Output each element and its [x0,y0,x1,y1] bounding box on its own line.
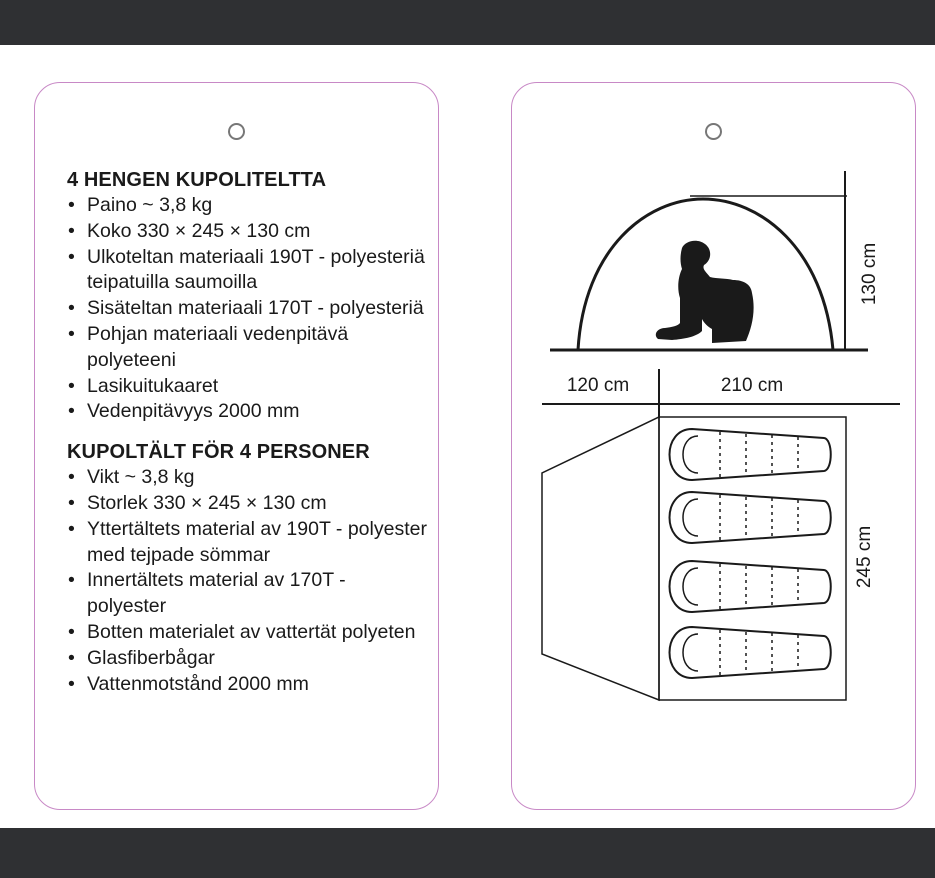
spec-item: • Koko 330 × 245 × 130 cm [67,219,427,245]
sleeping-bag-icon [670,627,831,678]
spec-item: • Vikt ~ 3,8 kg [67,465,427,491]
spec-card [34,82,439,810]
swedish-title: KUPOLTÄLT FÖR 4 PERSONER [67,441,370,464]
top-bar [0,0,935,45]
sleeping-bag-icon [670,492,831,543]
bottom-bar [0,828,935,878]
vestibule-length-label: 120 cm [566,375,630,396]
spec-text [67,167,427,697]
floor-dimensions [542,369,900,418]
vestibule-outline [542,417,659,700]
spec-item: • Sisäteltan materiaali 170T - polyesteriä [67,296,427,322]
spec-item: • Ulkoteltan materiaali 190T - polyesteriä teipatuilla saumoilla [67,245,427,297]
tent-diagram [512,83,917,811]
spec-item: • Vattenmotstånd 2000 mm [67,672,427,698]
spec-item: • Yttertältets material av 190T - polyester med tejpade sömmar [67,517,427,569]
tent-floor-plan [542,417,875,700]
finnish-spec-list [67,193,427,425]
tent-side-view [550,171,880,350]
spec-item: • Glasfiberbågar [67,646,427,672]
finnish-section [67,167,427,425]
spec-item: • Storlek 330 × 245 × 130 cm [67,491,427,517]
swedish-spec-list [67,465,427,697]
person-silhouette-icon [656,241,754,343]
sleeping-bag-icon [670,561,831,612]
spec-item: • Botten materialet av vattertät polyeten [67,620,427,646]
spec-item: • Pohjan materiaali vedenpitävä polyeteeni [67,322,427,374]
diagram-card [511,82,916,810]
spec-item: • Paino ~ 3,8 kg [67,193,427,219]
finnish-title: 4 HENGEN KUPOLITELTTA [67,169,327,191]
swedish-section [67,439,427,697]
spec-item: • Lasikuitukaaret [67,374,427,400]
spec-item: • Vedenpitävyys 2000 mm [67,399,427,425]
sleeping-bag-icon [670,429,831,480]
inner-tent-outline [659,417,846,700]
spec-item: • Innertältets material av 170T - polyester [67,568,427,620]
width-label: 245 cm [854,525,875,589]
hang-hole-icon [228,123,245,140]
inner-length-label: 210 cm [720,375,784,396]
height-label: 130 cm [859,242,880,306]
